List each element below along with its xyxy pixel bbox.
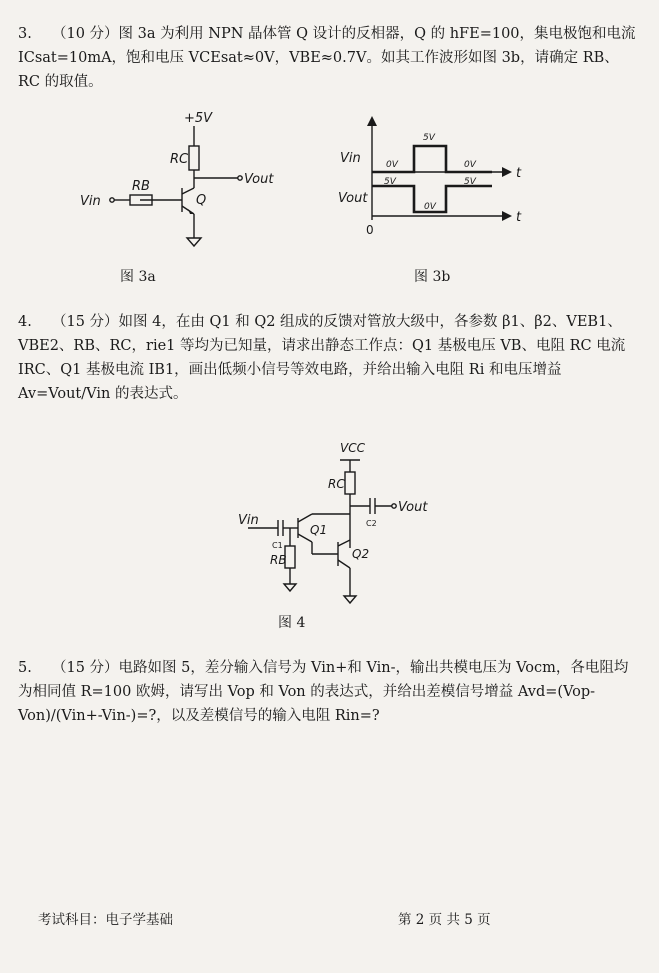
collector-resistor [189,146,199,170]
t-label: t [516,166,522,181]
ground-icon [187,238,201,246]
vin-low-label: 0V [464,160,476,170]
q2-label: Q2 [352,547,370,561]
t-axis-arrow-icon [502,167,512,177]
question-5 [18,656,640,728]
rc-label: RC [328,477,345,491]
figure-3b-waveform [332,112,542,237]
vin-label: Vin [238,513,259,528]
vcc-label: VCC [340,441,365,455]
rc-label: RC [170,152,189,167]
vin-low-label: 0V [386,160,398,170]
rc-resistor [345,472,355,494]
question-text: （15 分）如图 4，在由 Q1 和 Q2 组成的反馈对管放大级中，各参数 β1、β2、VEB1、VBE2、RB、RC，rie1 等均为已知量，请求出静态工作点：Q1 基极电压 VB、电阻 RC 电流 IRC、Q1 基极电流 IB1，画出低频小信号等效电路，并给出输入电阻 Ri 和电压增益 Av=Vout/Vin 的表达式。 [18,314,626,402]
vin-high-label: 5V [423,133,435,143]
figure-4-circuit [232,436,452,606]
figure-3b-caption: 图 3b [414,269,451,285]
vout-label: Vout [398,500,428,515]
figure-3a-caption: 图 3a [120,269,156,285]
rb-label: RB [270,553,287,567]
t-axis-arrow-icon [502,211,512,221]
vout-axis-label: Vout [338,191,368,206]
question-4 [18,310,640,406]
q1-label: Q1 [310,523,328,537]
vout-high-label: 5V [384,177,396,187]
vcc-label: +5V [184,111,213,126]
ground-icon [344,596,356,603]
origin-label: 0 [366,223,374,237]
question-text: （10 分）图 3a 为利用 NPN 晶体管 Q 设计的反相器，Q 的 hFE=100，集电极饱和电流 ICsat=10mA，饱和电压 VCEsat≈0V，VBE≈0.7V。如其工作波形如图 3b，请确定 RB、RC 的取值。 [18,26,636,90]
ground-icon [284,584,296,591]
page-number: 第 2 页 共 5 页 [398,912,491,928]
vout-low-label: 0V [424,202,436,212]
vin-label: Vin [80,194,101,209]
figure-3a-circuit [80,108,280,258]
t-label: t [516,210,522,225]
exam-subject: 考试科目：电子学基础 [38,912,173,928]
y-axis-arrow-icon [367,116,377,126]
rb-label: RB [132,179,150,194]
c1-label: C1 [272,541,283,550]
q-label: Q [196,193,207,208]
vout-label: Vout [244,172,274,187]
vin-axis-label: Vin [340,151,361,166]
figure-4-caption: 图 4 [278,615,306,631]
vout-high-label: 5V [464,177,476,187]
c2-label: C2 [366,519,377,528]
question-text: （15 分）电路如图 5，差分输入信号为 Vin+和 Vin-，输出共模电压为 Vocm，各电阻均为相同值 R=100 欧姆，请写出 Vop 和 Von 的表达式，并给出差模信号增益 Avd=(Vop-Von)/(Vin+-Vin-)=?，以及差模信号的输入电阻 Rin=? [18,660,629,724]
question-number: 5. [18,660,32,676]
question-number: 3. [18,26,32,42]
question-number: 4. [18,314,32,330]
question-3 [18,22,640,94]
